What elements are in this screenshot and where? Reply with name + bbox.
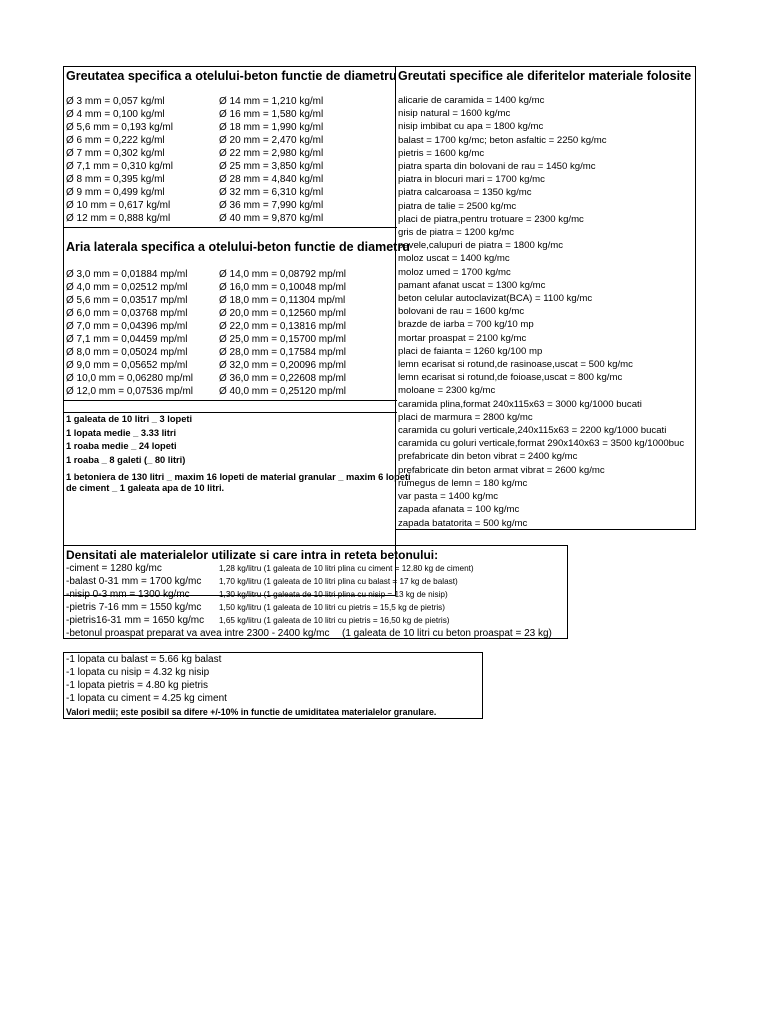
weight-item: Ø 25 mm = 3,850 kg/ml bbox=[219, 161, 324, 172]
material-item: bolovani de rau = 1600 kg/mc bbox=[398, 306, 525, 318]
material-item: pavele,calupuri de piatra = 1800 kg/mc bbox=[398, 240, 564, 252]
materials-list bbox=[398, 94, 684, 530]
shovels-note: Valori medii; este posibil sa difere +/-10% in functie de umiditatea materialelor granulare. bbox=[66, 707, 437, 717]
area-item: Ø 14,0 mm = 0,08792 mp/ml bbox=[219, 269, 347, 280]
material-item: beton celular autoclavizat(BCA) = 1100 kg/mc bbox=[398, 293, 593, 305]
shovel-item: -1 lopata pietris = 4.80 kg pietris bbox=[66, 680, 209, 691]
densities-box bbox=[63, 545, 568, 639]
area-item: Ø 7,0 mm = 0,04396 mp/ml bbox=[66, 321, 188, 332]
weight-item: Ø 18 mm = 1,990 kg/ml bbox=[219, 122, 324, 133]
area-item: Ø 10,0 mm = 0,06280 mp/ml bbox=[66, 373, 194, 384]
area-item: Ø 7,1 mm = 0,04459 mp/ml bbox=[66, 334, 188, 345]
material-item: balast = 1700 kg/mc; beton asfaltic = 2250 kg/mc bbox=[398, 134, 607, 146]
density-item: -balast 0-31 mm = 1700 kg/mc bbox=[66, 576, 202, 587]
area-item: Ø 36,0 mm = 0,22608 mp/ml bbox=[219, 373, 347, 384]
material-item: piatra de talie = 2500 kg/mc bbox=[398, 200, 517, 212]
shovels-list bbox=[66, 653, 227, 705]
volume-list bbox=[66, 413, 192, 467]
weight-item: Ø 32 mm = 6,310 kg/ml bbox=[219, 187, 324, 198]
material-item: prefabricate din beton armat vibrat = 2600 kg/mc bbox=[398, 464, 605, 476]
volume-item: 1 galeata de 10 litri _ 3 lopeti bbox=[66, 414, 193, 424]
steel-area-col-b bbox=[219, 268, 346, 398]
steel-area-title: Aria laterala specifica a otelului-beton functie de diametru bbox=[66, 240, 410, 254]
density-detail: 1,50 kg/litru (1 galeata de 10 litri cu pietris = 15,5 kg de pietris) bbox=[219, 603, 445, 612]
material-item: piatra calcaroasa = 1350 kg/mc bbox=[398, 187, 532, 199]
density-detail: 1,70 kg/litru (1 galeata de 10 litri plina cu balast = 17 kg de balast) bbox=[219, 577, 458, 586]
materials-title: Greutati specifice ale diferitelor materiale folosite bbox=[398, 69, 692, 83]
area-item: Ø 16,0 mm = 0,10048 mp/ml bbox=[219, 282, 347, 293]
weight-item: Ø 20 mm = 2,470 kg/ml bbox=[219, 135, 324, 146]
weight-item: Ø 36 mm = 7,990 kg/ml bbox=[219, 200, 324, 211]
material-item: pietris = 1600 kg/mc bbox=[398, 147, 485, 159]
weight-item: Ø 5,6 mm = 0,193 kg/ml bbox=[66, 122, 173, 133]
shovel-item: -1 lopata cu balast = 5.66 kg balast bbox=[66, 654, 222, 665]
material-item: caramida plina,format 240x115x63 = 3000 kg/1000 bucati bbox=[398, 398, 642, 410]
area-item: Ø 20,0 mm = 0,12560 mp/ml bbox=[219, 308, 347, 319]
shovel-item: -1 lopata cu ciment = 4.25 kg ciment bbox=[66, 693, 227, 704]
material-item: nisip imbibat cu apa = 1800 kg/mc bbox=[398, 121, 544, 133]
shovel-item: -1 lopata cu nisip = 4.32 kg nisip bbox=[66, 667, 210, 678]
weight-item: Ø 12 mm = 0,888 kg/ml bbox=[66, 213, 171, 224]
density-item: -pietris 7-16 mm = 1550 kg/mc bbox=[66, 602, 202, 613]
material-item: prefabricate din beton vibrat = 2400 kg/mc bbox=[398, 451, 578, 463]
weight-item: Ø 14 mm = 1,210 kg/ml bbox=[219, 96, 324, 107]
area-item: Ø 3,0 mm = 0,01884 mp/ml bbox=[66, 269, 188, 280]
density-item: -pietris16-31 mm = 1650 kg/mc bbox=[66, 615, 205, 626]
material-item: moloz umed = 1700 kg/mc bbox=[398, 266, 511, 278]
material-item: lemn ecarisat si rotund,de foioase,uscat = 800 kg/mc bbox=[398, 372, 623, 384]
weight-item: Ø 7,1 mm = 0,310 kg/ml bbox=[66, 161, 173, 172]
material-item: zapada afanata = 100 kg/mc bbox=[398, 504, 520, 516]
material-item: alicarie de caramida = 1400 kg/mc bbox=[398, 95, 545, 106]
density-detail: 1,28 kg/litru (1 galeata de 10 litri plina cu ciment = 12.80 kg de ciment) bbox=[219, 564, 474, 573]
material-item: placi de marmura = 2800 kg/mc bbox=[398, 411, 533, 423]
materials-box bbox=[395, 66, 696, 530]
weight-item: Ø 7 mm = 0,302 kg/ml bbox=[66, 148, 165, 159]
area-item: Ø 5,6 mm = 0,03517 mp/ml bbox=[66, 295, 188, 306]
volume-item: 1 roaba _ 8 galeti (_ 80 litri) bbox=[66, 454, 186, 465]
material-item: placi de faianta = 1260 kg/100 mp bbox=[398, 345, 543, 357]
betoniera-line-2: de ciment _ 1 galeata apa de 10 litri. bbox=[66, 483, 225, 493]
area-item: Ø 28,0 mm = 0,17584 mp/ml bbox=[219, 347, 347, 358]
material-item: piatra in blocuri mari = 1700 kg/mc bbox=[398, 174, 545, 186]
material-item: rumegus de lemn = 180 kg/mc bbox=[398, 477, 528, 489]
shovels-box bbox=[63, 652, 483, 719]
material-item: moloane = 2300 kg/mc bbox=[398, 385, 496, 397]
steel-weight-title: Greutatea specifica a otelului-beton functie de diametru bbox=[66, 69, 397, 83]
density-item: -ciment = 1280 kg/mc bbox=[66, 563, 162, 574]
weight-item: Ø 9 mm = 0,499 kg/ml bbox=[66, 187, 165, 198]
weight-item: Ø 10 mm = 0,617 kg/ml bbox=[66, 200, 171, 211]
densities-col-b bbox=[219, 562, 474, 627]
fresh-concrete-line: -betonul proaspat preparat va avea intre 2300 - 2400 kg/mc bbox=[66, 628, 330, 639]
area-item: Ø 32,0 mm = 0,20096 mp/ml bbox=[219, 360, 347, 371]
divider bbox=[64, 400, 397, 401]
volume-item: 1 roaba medie _ 24 lopeti bbox=[66, 441, 177, 451]
material-item: pamant afanat uscat = 1300 kg/mc bbox=[398, 279, 546, 291]
area-item: Ø 8,0 mm = 0,05024 mp/ml bbox=[66, 347, 188, 358]
steel-section-box bbox=[63, 66, 411, 596]
density-item: -nisip 0-3 mm = 1300 kg/mc bbox=[66, 589, 190, 600]
steel-weight-col-a bbox=[66, 95, 173, 225]
fresh-concrete-bucket: (1 galeata de 10 litri cu beton proaspat = 23 kg) bbox=[342, 628, 552, 639]
material-item: mortar proaspat = 2100 kg/mc bbox=[398, 332, 527, 344]
area-item: Ø 4,0 mm = 0,02512 mp/ml bbox=[66, 282, 188, 293]
area-item: Ø 40,0 mm = 0,25120 mp/ml bbox=[219, 386, 347, 397]
divider bbox=[64, 227, 397, 228]
material-item: nisip natural = 1600 kg/mc bbox=[398, 108, 511, 120]
weight-item: Ø 6 mm = 0,222 kg/ml bbox=[66, 135, 165, 146]
weight-item: Ø 16 mm = 1,580 kg/ml bbox=[219, 109, 324, 120]
weight-item: Ø 22 mm = 2,980 kg/ml bbox=[219, 148, 324, 159]
area-item: Ø 22,0 mm = 0,13816 mp/ml bbox=[219, 321, 347, 332]
steel-weight-col-b bbox=[219, 95, 323, 225]
weight-item: Ø 8 mm = 0,395 kg/ml bbox=[66, 174, 165, 185]
volume-item: 1 lopata medie _ 3.33 litri bbox=[66, 427, 177, 438]
densities-col-a bbox=[66, 562, 204, 627]
material-item: brazde de iarba = 700 kg/10 mp bbox=[398, 319, 534, 331]
betoniera-line-1: 1 betoniera de 130 litri _ maxim 16 lopeti de material granular _ maxim 6 lopeti bbox=[66, 472, 411, 482]
density-detail: 1,30 kg/litru (1 galeata de 10 litri plina cu nisip = 13 kg de nisip) bbox=[219, 590, 448, 599]
area-item: Ø 18,0 mm = 0,11304 mp/ml bbox=[219, 295, 346, 306]
steel-area-col-a bbox=[66, 268, 193, 398]
density-detail: 1,65 kg/litru (1 galeata de 10 litri cu pietris = 16,50 kg de pietris) bbox=[219, 616, 450, 625]
material-item: piatra sparta din bolovani de rau = 1450 kg/mc bbox=[398, 161, 596, 173]
weight-item: Ø 4 mm = 0,100 kg/ml bbox=[66, 109, 165, 120]
material-item: moloz uscat = 1400 kg/mc bbox=[398, 253, 510, 265]
material-item: lemn ecarisat si rotund,de rasinoase,uscat = 500 kg/mc bbox=[398, 359, 633, 371]
material-item: var pasta = 1400 kg/mc bbox=[398, 491, 498, 503]
weight-item: Ø 28 mm = 4,840 kg/ml bbox=[219, 174, 324, 185]
densities-title: Densitati ale materialelor utilizate si care intra in reteta betonului: bbox=[66, 548, 439, 562]
material-item: zapada batatorita = 500 kg/mc bbox=[398, 517, 528, 529]
weight-item: Ø 40 mm = 9,870 kg/ml bbox=[219, 213, 324, 224]
material-item: placi de piatra,pentru trotuare = 2300 kg/mc bbox=[398, 213, 584, 225]
area-item: Ø 6,0 mm = 0,03768 mp/ml bbox=[66, 308, 188, 319]
weight-item: Ø 3 mm = 0,057 kg/ml bbox=[66, 96, 165, 107]
material-item: gris de piatra = 1200 kg/mc bbox=[398, 227, 514, 239]
area-item: Ø 25,0 mm = 0,15700 mp/ml bbox=[219, 334, 347, 345]
material-item: caramida cu goluri verticale,format 290x140x63 = 3500 kg/1000buc bbox=[398, 438, 685, 450]
area-item: Ø 12,0 mm = 0,07536 mp/ml bbox=[66, 386, 194, 397]
area-item: Ø 9,0 mm = 0,05652 mp/ml bbox=[66, 360, 188, 371]
material-item: caramida cu goluri verticale,240x115x63 = 2200 kg/1000 bucati bbox=[398, 425, 667, 437]
